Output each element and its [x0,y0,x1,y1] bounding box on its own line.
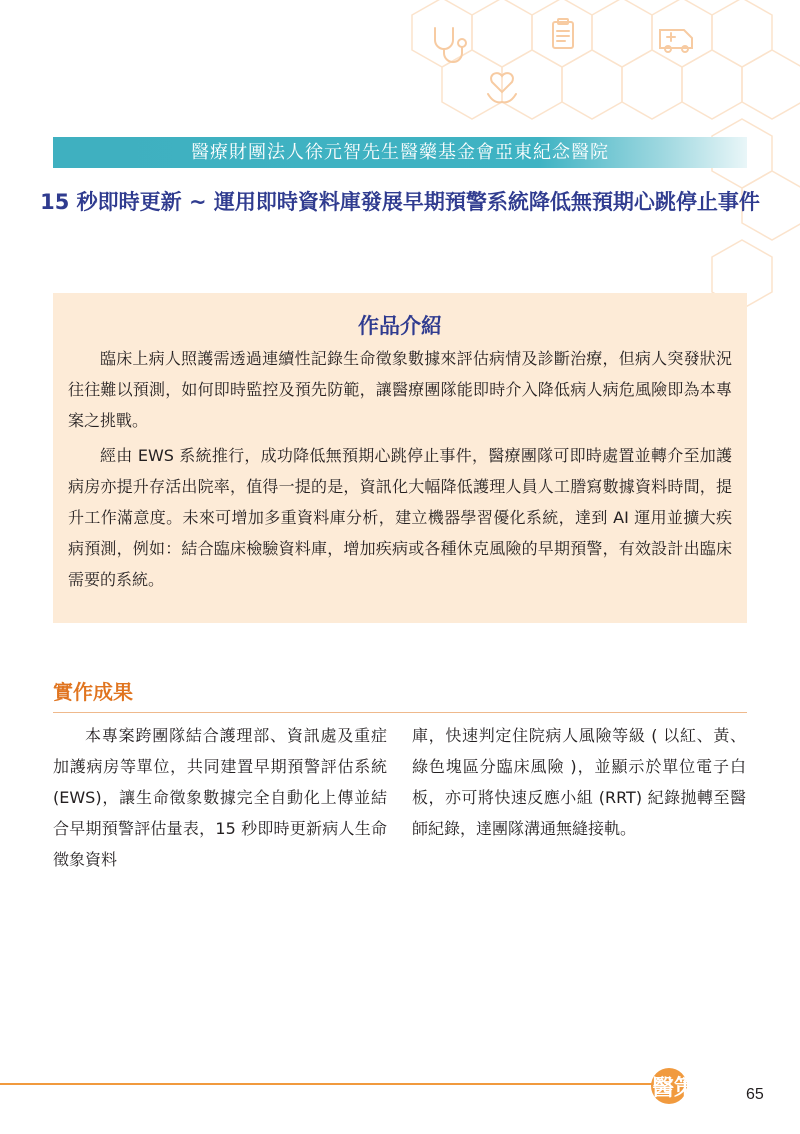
intro-paragraph: 經由 EWS 系統推行，成功降低無預期心跳停止事件，醫療團隊可即時處置並轉介至加護病房亦提升存活出院率，值得一提的是，資訊化大幅降低護理人員人工謄寫數據資料時間，提升工作滿意度。未來可增加多重資料庫分析，建立機器學習優化系統，達到 AI 運用並擴大疾病預測，例如：結合臨床檢驗資料庫，增加疾病或各種休克風險的早期預警，有效設計出臨床需要的系統。 [68,446,732,589]
section-divider [53,712,747,713]
stethoscope-icon [435,28,466,62]
intro-paragraph: 臨床上病人照護需透過連續性記錄生命徵象數據來評估病情及診斷治療，但病人突發狀況往往難以預測，如何即時監控及預先防範，讓醫療團隊能即時介入降低病人病危風險即為本專案之挑戰。 [68,349,732,430]
results-heading: 實作成果 [53,680,133,704]
intro-section [53,293,747,623]
intro-heading: 作品介紹 [358,314,442,338]
results-column-right: 庫，快速判定住院病人風險等級 ( 以紅、黃、綠色塊區分臨床風險 )，並顯示於單位電子白板，亦可將快速反應小組 (RRT) 紀錄拋轉至醫師紀錄，達團隊溝通無縫接軌。 [412,726,746,838]
footer-logo [645,1062,741,1108]
results-column-left: 本專案跨團隊結合護理部、資訊處及重症加護病房等單位，共同建置早期預警評估系統 (EWS)，讓生命徵象數據完全自動化上傳並結合早期預警評估量表，15 秒即時更新病人生命徵象資料 [53,726,387,869]
footer-divider [0,1083,652,1085]
page-number: 65 [746,1086,764,1103]
logo-text: 醫策會 [652,1075,719,1101]
ambulance-icon [660,30,692,52]
clipboard-icon [553,19,573,48]
page-title: 15 秒即時更新 ~ 運用即時資料庫發展早期預警系統降低無預期心跳停止事件 [40,190,760,214]
organization-banner: 醫療財團法人徐元智先生醫藥基金會亞東紀念醫院 [53,137,747,168]
